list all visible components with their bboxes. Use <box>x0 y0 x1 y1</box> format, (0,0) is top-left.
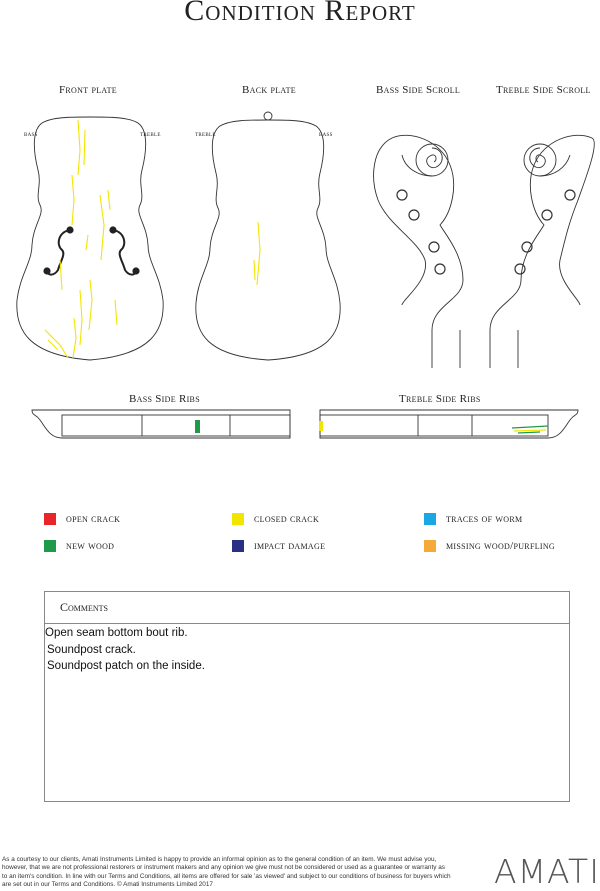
label-front-plate: Front plate <box>59 84 117 96</box>
label-bass-side-scroll: Bass Side Scroll <box>376 84 461 96</box>
comment-line: Soundpost patch on the inside. <box>47 660 205 672</box>
front-bass-label: bass <box>24 130 38 138</box>
front-treble-label: treble <box>140 130 161 138</box>
label-treble-side-ribs: Treble Side Ribs <box>399 393 481 405</box>
disclaimer-text: As a courtesy to our clients, Amati Instruments Limited is happy to provide an informal opinion as to the general condition of an item. We must advise you, however, that we are not professional restorers or instrument makers and any opinion we give must not be considered or used as a guarantee or warranty as to an item's condition. In line with our Terms and Conditions, all items are offered for sale 'as viewed' and subject to our conditions of business for buyers which are set out in our Terms and Conditions. © Amati Instruments Limited 2017 <box>2 856 451 889</box>
f-holes <box>44 227 139 275</box>
legend-swatch <box>424 540 436 552</box>
legend-label: open crack <box>66 513 121 525</box>
bass-ribs-new-wood <box>195 420 200 433</box>
back-treble-label: treble <box>195 130 216 138</box>
comments-header <box>45 592 569 624</box>
legend-label: new wood <box>66 540 115 552</box>
back-plate-outline <box>196 112 340 360</box>
bass-ribs-outline <box>32 410 290 438</box>
label-bass-side-ribs: Bass Side Ribs <box>129 393 200 405</box>
treble-scroll-outline <box>490 135 594 368</box>
legend-swatch <box>44 513 56 525</box>
legend-open-crack <box>44 513 120 525</box>
legend-traces-of-worm <box>424 513 522 525</box>
bass-scroll-outline <box>374 135 463 368</box>
label-treble-side-scroll: Treble Side Scroll <box>496 84 591 96</box>
legend-label: missing wood/purfling <box>446 540 556 552</box>
label-back-plate: Back plate <box>242 84 296 96</box>
back-bass-label: bass <box>319 130 333 138</box>
legend-label: closed crack <box>254 513 320 525</box>
legend-swatch <box>424 513 436 525</box>
legend-new-wood <box>44 540 114 552</box>
legend-swatch <box>232 540 244 552</box>
comments-box <box>44 591 570 802</box>
legend-closed-crack <box>232 513 319 525</box>
legend-missing-wood <box>424 540 555 552</box>
legend-impact-damage <box>232 540 325 552</box>
legend-label: traces of worm <box>446 513 523 525</box>
comment-line: Soundpost crack. <box>47 644 136 656</box>
treble-ribs-marks <box>319 421 548 433</box>
comment-line: Open seam bottom bout rib. <box>45 627 188 639</box>
legend-swatch <box>44 540 56 552</box>
legend-swatch <box>232 513 244 525</box>
bass-scroll-pegholes <box>397 190 445 274</box>
page-title: Condition Report <box>184 0 416 27</box>
legend-label: impact damage <box>254 540 326 552</box>
amati-logo: AMATI <box>494 852 600 891</box>
treble-ribs-outline <box>320 410 578 438</box>
comments-title: Comments <box>60 600 109 614</box>
back-closed-cracks <box>254 222 260 285</box>
front-closed-cracks <box>45 120 117 358</box>
